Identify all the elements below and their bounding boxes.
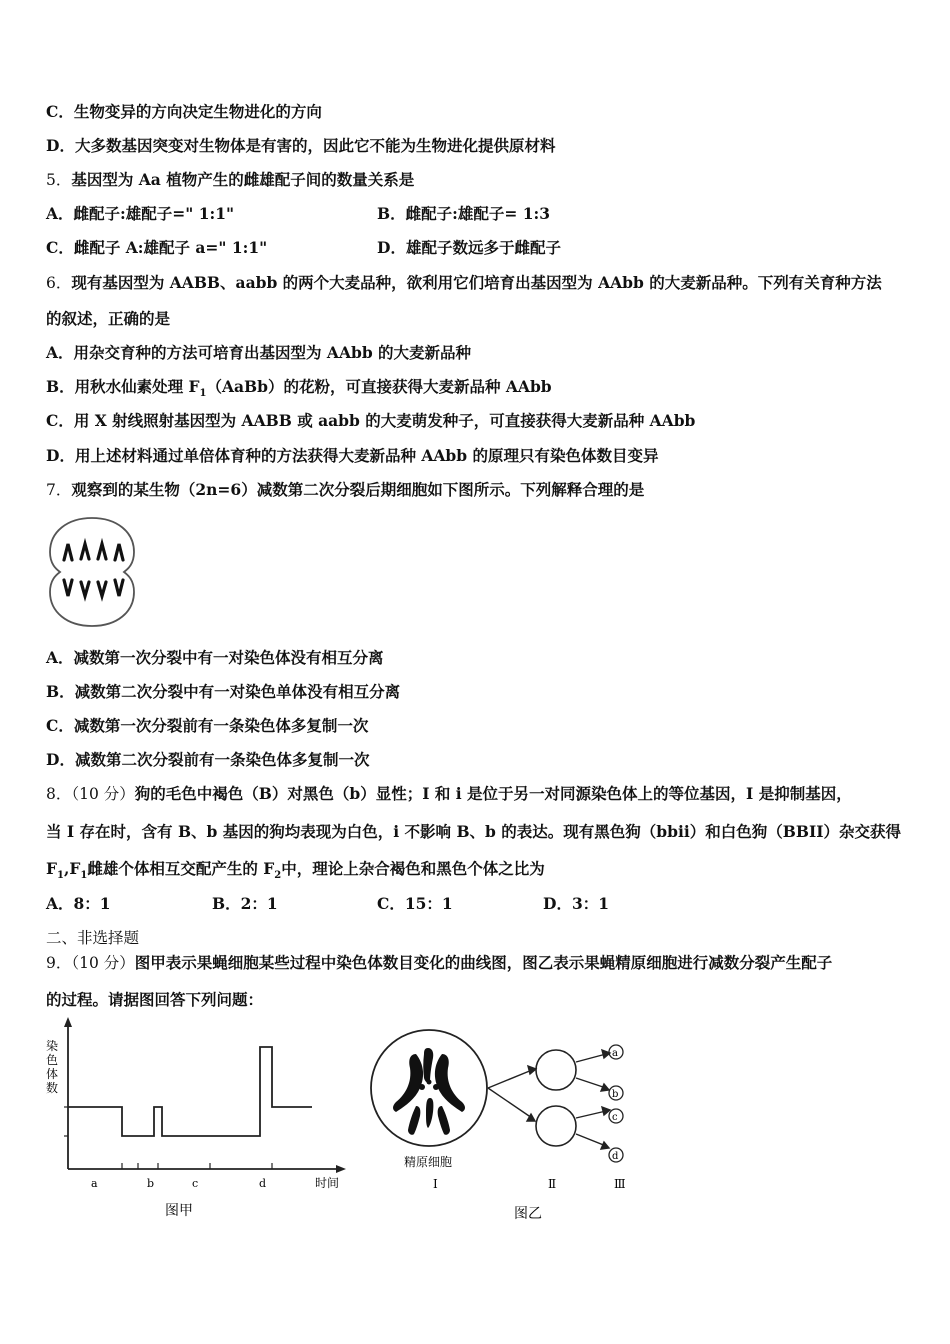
figure-b-stage-1: Ⅰ [433, 1177, 438, 1191]
q6-option-b-pre: B．用秋水仙素处理 F [46, 377, 200, 396]
q9-score: （10 分） [71, 954, 135, 972]
figure-b-cell-label: 精原细胞 [404, 1155, 453, 1169]
q7-stem-text: 观察到的某生物（2n=6）减数第二次分裂后期细胞如下图所示。下列解释合理的是 [71, 480, 645, 499]
figure-a-ylabel-1: 染 [46, 1039, 59, 1053]
q8-stem-line1 [46, 784, 852, 804]
q7-option-b: B．减数第二次分裂中有一对染色单体没有相互分离 [46, 682, 401, 701]
q4-option-d: D．大多数基因突变对生物体是有害的，因此它不能为生物进化提供原材料 [46, 136, 556, 155]
q5-stem [46, 170, 414, 190]
q9-stem-line2: 的过程。请据图回答下列问题： [46, 990, 264, 1009]
q6-option-d: D．用上述材料通过单倍体育种的方法获得大麦新品种 AAbb 的原理只有染色体数目变异 [46, 446, 659, 465]
figure-b-caption: 图乙 [514, 1206, 542, 1222]
q8-number: 8． [46, 785, 72, 803]
q8-stem-text-3a: 雌雄个体相互交配产生的 F [87, 859, 275, 878]
q9-number: 9． [46, 954, 72, 972]
q8-option-c: C．15：1 [377, 894, 453, 913]
figure-b-gamete-a: a [612, 1048, 618, 1059]
q7-number: 7． [46, 481, 72, 499]
q6-stem-text-1: 现有基因型为 AABB、aabb 的两个大麦品种，欲利用它们培育出基因型为 AAbb 的大麦新品种。下列有关育种方法 [71, 273, 882, 292]
figure-a-chart [40, 1015, 360, 1225]
figure-a-tick-d: d [259, 1177, 267, 1190]
figure-a-ylabel-2: 色 [46, 1053, 59, 1067]
q5-stem-text: 基因型为 Aa 植物产生的雌雄配子间的数量关系是 [71, 170, 415, 189]
figure-b-gamete-b: b [612, 1089, 619, 1100]
figure-a-caption: 图甲 [165, 1203, 193, 1219]
q8-stem-text-1: 狗的毛色中褐色（B）对黑色（b）显性；I 和 i 是位于另一对同源染色体上的等位基因，I 是抑制基因， [134, 784, 852, 803]
q9-stem-line1 [46, 953, 832, 973]
q6-option-b-post: （AaBb）的花粉，可直接获得大麦新品种 AAbb [206, 377, 552, 396]
figure-a-ylabel-3: 体 [46, 1067, 59, 1081]
q8-f-symbol: F [46, 859, 58, 878]
figure-a-tick-b: b [147, 1177, 155, 1190]
q8-f-sub-3: 2 [274, 870, 282, 882]
q7-option-d: D．减数第二次分裂前有一条染色体多复制一次 [46, 750, 370, 769]
figure-b-stage-3: Ⅲ [614, 1177, 626, 1191]
q8-option-d: D．3：1 [543, 894, 610, 913]
figure-b-diagram [366, 1020, 646, 1230]
q9-stem-text-1: 图甲表示果蝇细胞某些过程中染色体数目变化的曲线图，图乙表示果蝇精原细胞进行减数分裂产生配子 [134, 953, 833, 972]
q7-option-a: A．减数第一次分裂中有一对染色体没有相互分离 [46, 648, 384, 667]
q8-f-sub-1: 1 [57, 870, 64, 882]
q7-stem [46, 480, 644, 500]
figure-a-xlabel: 时间 [315, 1176, 340, 1190]
q8-option-a: A．8：1 [46, 894, 111, 913]
q5-option-a: A．雌配子:雄配子=" 1:1" [46, 204, 235, 223]
q8-stem-line3 [46, 859, 545, 882]
q8-stem-line2: 当 I 存在时，含有 B、b 基因的狗均表现为白色，i 不影响 B、b 的表达。现有黑色狗（bbii）和白色狗（BBII）杂交获得 [46, 822, 901, 841]
q6-option-b [46, 377, 552, 400]
q7-cell-diagram [44, 512, 140, 632]
q8-option-b: B．2：1 [212, 894, 278, 913]
q6-option-a: A．用杂交育种的方法可培育出基因型为 AAbb 的大麦新品种 [46, 343, 472, 362]
q5-option-c: C．雌配子 A:雄配子 a=" 1:1" [46, 238, 268, 257]
figure-b-gamete-d: d [612, 1151, 619, 1162]
q6-option-b-sub: 1 [199, 388, 207, 400]
q8-stem-text-3b: 中，理论上杂合褐色和黑色个体之比为 [281, 859, 545, 878]
figure-a-tick-a: a [91, 1177, 98, 1190]
q6-option-c: C．用 X 射线照射基因型为 AABB 或 aabb 的大麦萌发种子，可直接获得大麦新品种 AAbb [46, 411, 696, 430]
q6-number: 6． [46, 274, 72, 292]
q5-option-b: B．雌配子:雄配子= 1:3 [377, 204, 550, 223]
figure-b-stage-2: Ⅱ [548, 1177, 557, 1191]
q8-f-symbol-2: ,F [63, 859, 81, 878]
q8-f-sub-2: 1 [80, 870, 88, 882]
q7-option-c: C．减数第一次分裂前有一条染色体多复制一次 [46, 716, 369, 735]
q6-stem-line1 [46, 273, 882, 293]
q6-stem-line2: 的叙述，正确的是 [46, 309, 171, 328]
figure-b-gamete-c: c [612, 1112, 618, 1123]
q5-number: 5． [46, 171, 72, 189]
figure-a-ylabel-4: 数 [46, 1081, 59, 1095]
figure-a-tick-c: c [192, 1177, 199, 1190]
q5-option-d: D．雄配子数远多于雌配子 [377, 238, 561, 257]
q4-option-c: C．生物变异的方向决定生物进化的方向 [46, 102, 322, 121]
q8-score: （10 分） [71, 785, 135, 803]
section-heading: 二、非选择题 [46, 929, 140, 947]
